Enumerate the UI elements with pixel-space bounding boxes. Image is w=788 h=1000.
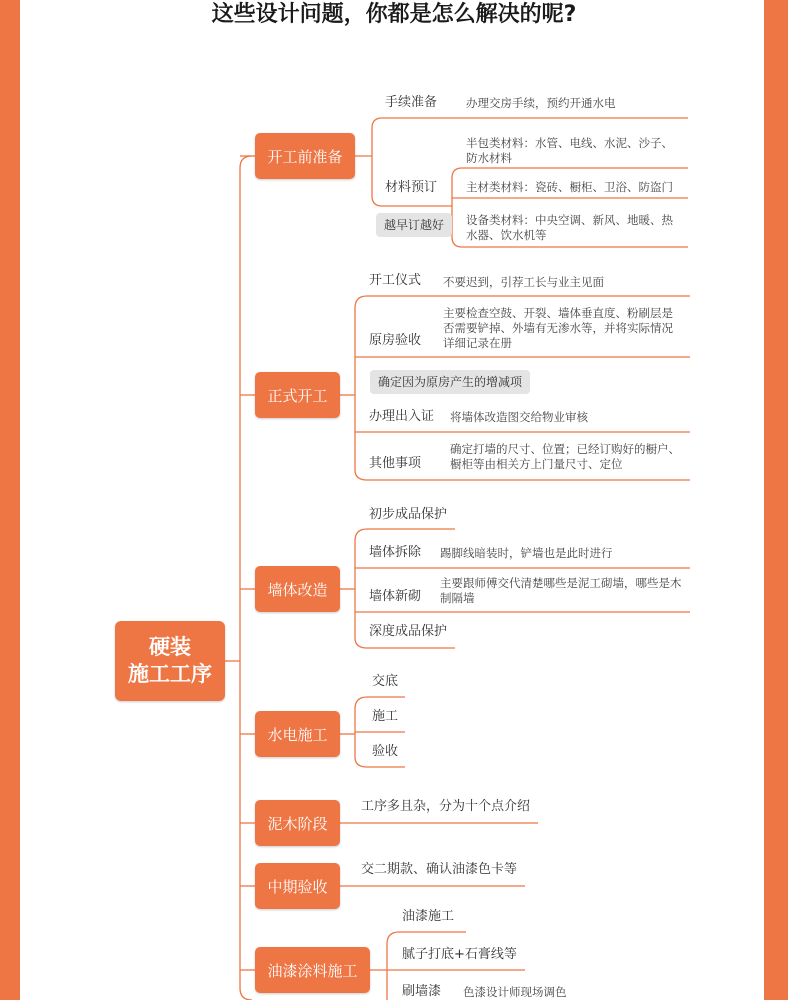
page-title: 这些设计问题，你都是怎么解决的呢? [211,2,577,27]
stage-node-start: 正式开工 [255,372,340,418]
item-detail: 确定打墙的尺寸、位置；已经订购好的橱户、橱柜等由相关方上门量尺寸、定位 [450,442,680,471]
note-tag: 越早订越好 [376,213,452,237]
s2-vertical [355,296,367,480]
item-label: 腻子打底+石膏线等 [402,947,517,962]
stage-node-midcheck: 中期验收 [255,863,340,909]
s1-sub-vertical [452,168,462,247]
stage-node-wall: 墙体改造 [255,566,340,612]
trunk-line [240,156,252,1000]
item-detail: 色漆设计师现场调色 [463,985,567,999]
item-label: 墙体新砌 [369,589,422,604]
item-detail: 踢脚线暗装时，铲墙也是此时进行 [440,546,613,560]
s1-vertical [372,118,382,206]
item-detail: 设备类材料：中央空调、新风、地暖、热水器、饮水机等 [466,213,673,242]
item-detail: 主材类材料：瓷砖、橱柜、卫浴、防盗门 [466,180,673,194]
item-label: 材料预订 [385,180,438,195]
stage-node-masonry: 泥木阶段 [255,800,340,846]
item-label: 工序多且杂，分为十个点介绍 [361,799,531,814]
item-label: 开工仪式 [369,273,422,288]
root-node [115,621,225,701]
item-detail: 办理交房手续，预约开通水电 [466,96,616,110]
item-label: 验收 [372,744,399,759]
item-label: 刷墙漆 [402,984,442,999]
stage-node-paint: 油漆涂料施工 [255,947,370,993]
item-label: 深度成品保护 [369,624,448,639]
item-label: 原房验收 [369,333,422,348]
item-detail: 主要检查空鼓、开裂、墙体垂直度、粉刷层是否需要铲掉、外墙有无渗水等，并将实际情况详细记录在册 [443,306,673,350]
item-detail: 主要跟师傅交代清楚哪些是泥工砌墙，哪些是木制隔墙 [440,576,682,605]
root-line1: 硬装 [149,635,191,659]
item-label: 初步成品保护 [369,507,448,522]
s3-vertical [355,529,367,648]
item-label: 其他事项 [369,456,422,471]
item-label: 手续准备 [385,95,438,110]
item-detail: 不要迟到，引荐工长与业主见面 [443,275,604,289]
item-label: 交底 [372,674,399,689]
item-detail: 将墙体改造图交给物业审核 [450,410,588,424]
root-line2: 施工工序 [128,662,212,686]
item-label: 墙体拆除 [369,545,422,560]
item-label: 油漆施工 [402,909,455,924]
stage-node-plumbing: 水电施工 [255,711,340,757]
s7-vertical [387,932,399,1000]
item-label: 办理出入证 [369,409,435,424]
item-detail: 半包类材料：水管、电线、水泥、沙子、防水材料 [466,136,673,165]
item-label: 交二期款、确认油漆色卡等 [361,862,518,877]
note-tag: 确定因为原房产生的增减项 [370,370,530,394]
item-label: 施工 [372,709,399,724]
stage-node-prep: 开工前准备 [255,133,355,179]
